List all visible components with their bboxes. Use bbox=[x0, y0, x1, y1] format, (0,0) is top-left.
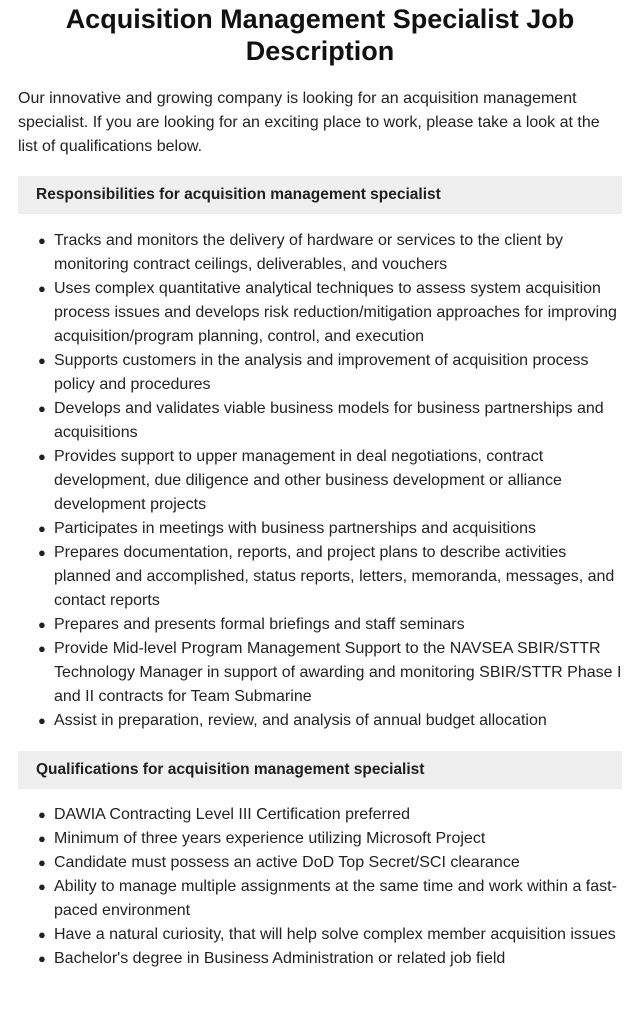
bullet-icon: ● bbox=[38, 831, 46, 846]
bullet-icon: ● bbox=[38, 401, 46, 416]
bullet-icon: ● bbox=[38, 521, 46, 536]
responsibilities-heading: Responsibilities for acquisition management specialist bbox=[18, 176, 622, 214]
list-item: ● Provide Mid-level Program Management Support to the NAVSEA SBIR/STTR Technology Manager in support of awarding and monitoring SBIR/STTR Phase I and II contracts for Team Submarine bbox=[36, 637, 622, 709]
bullet-icon: ● bbox=[38, 233, 46, 248]
bullet-icon: ● bbox=[38, 617, 46, 632]
list-item: ● Develops and validates viable business models for business partnerships and acquisitions bbox=[36, 397, 622, 445]
bullet-icon: ● bbox=[38, 641, 46, 656]
list-item: ● Uses complex quantitative analytical techniques to assess system acquisition process issues and develops risk reduction/mitigation approaches for improving acquisition/program planning, control, and execution bbox=[36, 277, 622, 349]
list-item: ● Prepares documentation, reports, and project plans to describe activities planned and accomplished, status reports, letters, memoranda, messages, and contact reports bbox=[36, 541, 622, 613]
list-item: ● Prepares and presents formal briefings and staff seminars bbox=[36, 613, 622, 637]
bullet-icon: ● bbox=[38, 353, 46, 368]
list-item: ● Have a natural curiosity, that will help solve complex member acquisition issues bbox=[36, 923, 622, 947]
list-item: ● DAWIA Contracting Level III Certification preferred bbox=[36, 803, 622, 827]
bullet-icon: ● bbox=[38, 545, 46, 560]
list-item: ● Bachelor's degree in Business Administration or related job field bbox=[36, 947, 622, 971]
bullet-icon: ● bbox=[38, 449, 46, 464]
list-item: ● Provides support to upper management in deal negotiations, contract development, due diligence and other business development or alliance development projects bbox=[36, 445, 622, 517]
list-item: ● Supports customers in the analysis and improvement of acquisition process policy and procedures bbox=[36, 349, 622, 397]
page-title: Acquisition Management Specialist Job Description bbox=[65, 4, 575, 66]
bullet-icon: ● bbox=[38, 879, 46, 894]
bullet-icon: ● bbox=[38, 951, 46, 966]
bullet-icon: ● bbox=[38, 855, 46, 870]
list-item: ● Candidate must possess an active DoD Top Secret/SCI clearance bbox=[36, 851, 622, 875]
qualifications-list bbox=[18, 803, 622, 971]
bullet-icon: ● bbox=[38, 927, 46, 942]
bullet-icon: ● bbox=[38, 713, 46, 728]
responsibilities-list bbox=[18, 229, 622, 733]
list-item: ● Ability to manage multiple assignments at the same time and work within a fast-paced environment bbox=[36, 875, 622, 923]
list-item: ● Participates in meetings with business partnerships and acquisitions bbox=[36, 517, 622, 541]
qualifications-heading: Qualifications for acquisition management specialist bbox=[18, 751, 622, 789]
list-item: ● Assist in preparation, review, and analysis of annual budget allocation bbox=[36, 709, 622, 733]
list-item: ● Tracks and monitors the delivery of hardware or services to the client by monitoring contract ceilings, deliverables, and vouchers bbox=[36, 229, 622, 277]
list-item: ● Minimum of three years experience utilizing Microsoft Project bbox=[36, 827, 622, 851]
bullet-icon: ● bbox=[38, 281, 46, 296]
intro-paragraph: Our innovative and growing company is looking for an acquisition management specialist. If you are looking for an exciting place to work, please take a look at the list of qualifications below. bbox=[18, 90, 600, 155]
bullet-icon: ● bbox=[38, 807, 46, 822]
